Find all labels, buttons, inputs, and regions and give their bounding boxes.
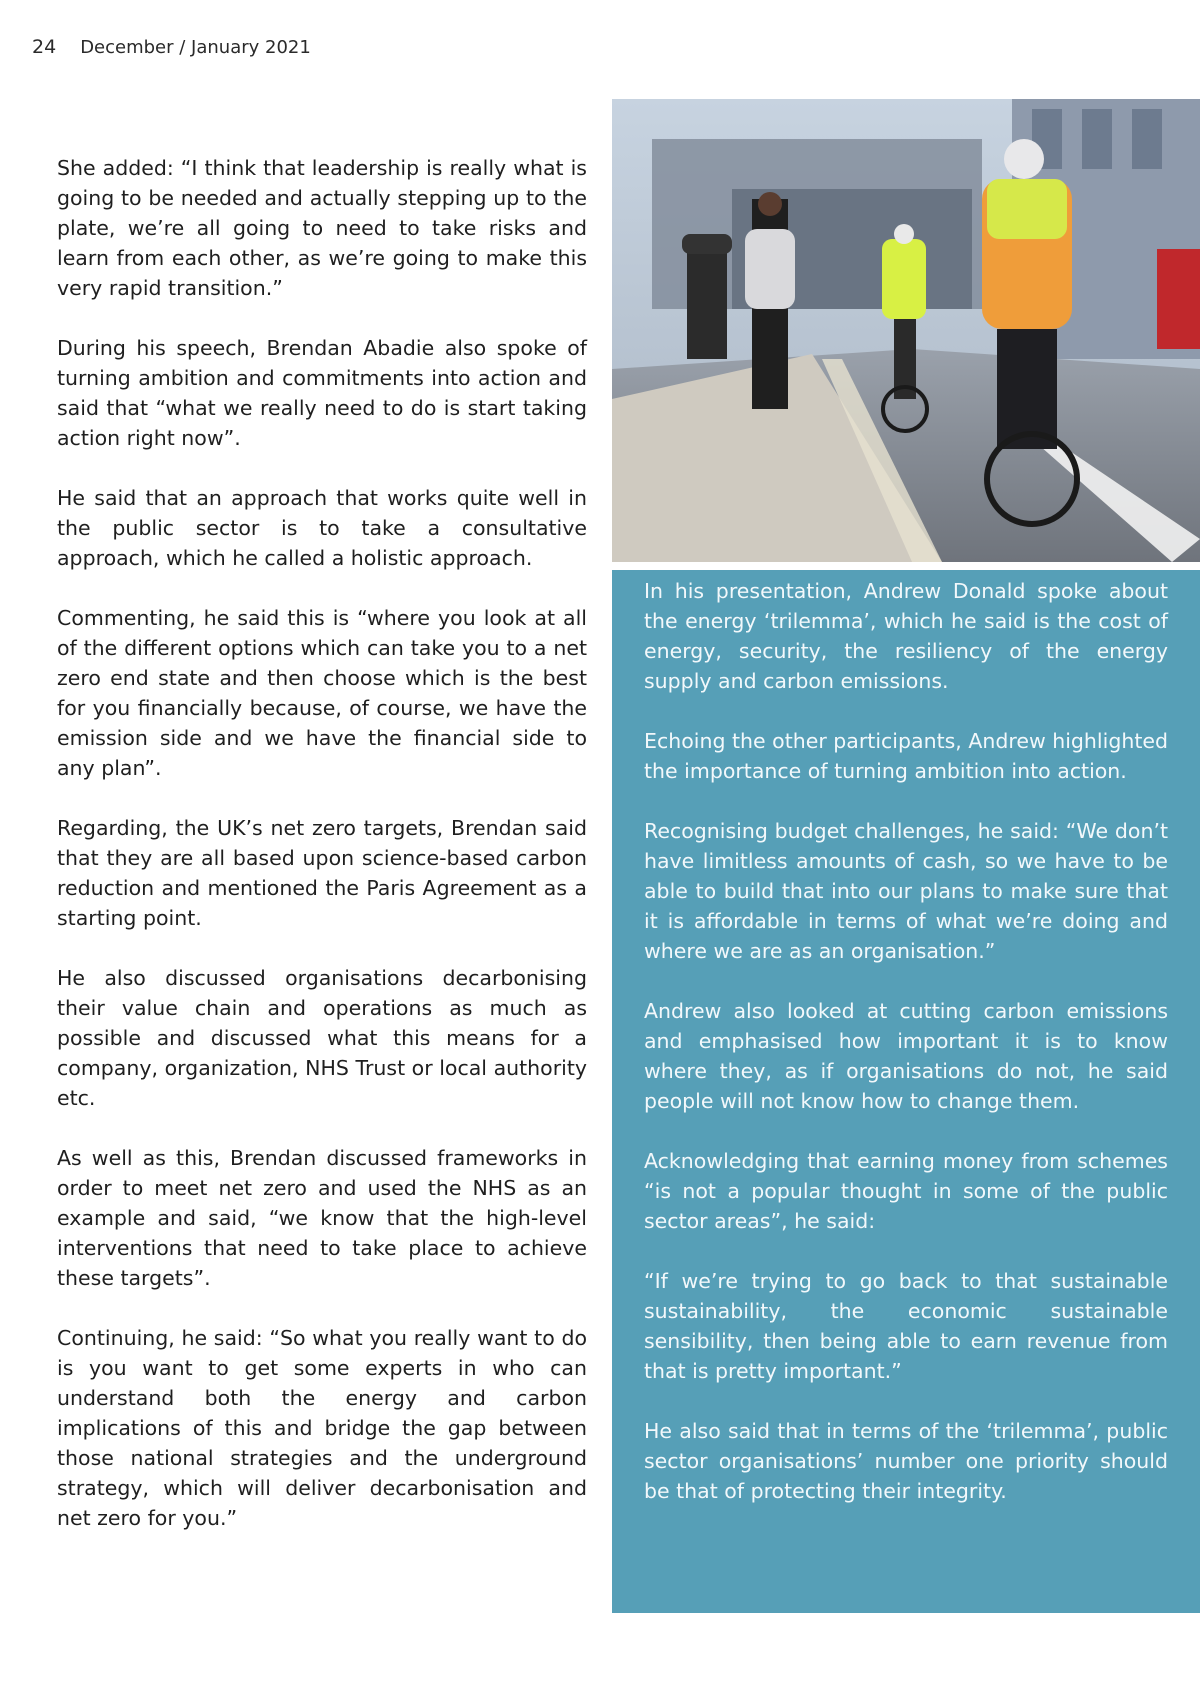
issue-date: December / January 2021 [80,37,311,58]
article-paragraph: As well as this, Brendan discussed frameworks in order to meet net zero and used the NHS as an example and said, “we know that the high-level interventions that need to take place to achieve these targets”. [57,1146,587,1290]
sidebar-paragraph: Echoing the other participants, Andrew highlighted the importance of turning ambition into action. [644,729,1168,783]
sidebar-paragraph: In his presentation, Andrew Donald spoke about the energy ‘trilemma’, which he said is the cost of energy, security, the resiliency of the energy supply and carbon emissions. [644,579,1168,693]
article-paragraph: Regarding, the UK’s net zero targets, Brendan said that they are all based upon science-based carbon reduction and mentioned the Paris Agreement as a starting point. [57,816,587,930]
sidebar-panel [612,570,1200,1613]
article-paragraph: He also discussed organisations decarbonising their value chain and operations as much as possible and discussed what this means for a company, organization, NHS Trust or local authority etc. [57,966,587,1110]
page-header [32,36,311,58]
page-number: 24 [32,36,57,58]
article-left-column [57,153,587,1563]
article-paragraph: Commenting, he said this is “where you look at all of the different options which can take you to a net zero end state and then choose which is the best for you financially because, of course, we have the emission side and we have the financial side to any plan”. [57,606,587,780]
sidebar-paragraph: Recognising budget challenges, he said: “We don’t have limitless amounts of cash, so we have to be able to build that into our plans to make sure that it is affordable in terms of what we’re doing and where we are as an organisation.” [644,819,1168,963]
sidebar-paragraph: He also said that in terms of the ‘trilemma’, public sector organisations’ number one priority should be that of protecting their integrity. [644,1419,1168,1503]
cyclists-illustration [612,99,1200,562]
sidebar-paragraph: Acknowledging that earning money from schemes “is not a popular thought in some of the public sector areas”, he said: [644,1149,1168,1233]
commuter-cyclists-photo [612,99,1200,562]
sidebar-paragraph: Andrew also looked at cutting carbon emissions and emphasised how important it is to know where they, as if organisations do not, he said people will not know how to change them. [644,999,1168,1113]
article-paragraph: He said that an approach that works quite well in the public sector is to take a consultative approach, which he called a holistic approach. [57,486,587,570]
article-paragraph: She added: “I think that leadership is really what is going to be needed and actually stepping up to the plate, we’re all going to need to take risks and learn from each other, as we’re going to make this very rapid transition.” [57,156,587,300]
article-paragraph: During his speech, Brendan Abadie also spoke of turning ambition and commitments into action and said that “what we really need to do is start taking action right now”. [57,336,587,450]
article-paragraph: Continuing, he said: “So what you really want to do is you want to get some experts in who can understand both the energy and carbon implications of this and bridge the gap between those national strategies and the underground strategy, which will deliver decarbonisation and net zero for you.” [57,1326,587,1530]
sidebar-paragraph: “If we’re trying to go back to that sustainable sustainability, the economic sustainable sensibility, then being able to earn revenue from that is pretty important.” [644,1269,1168,1383]
